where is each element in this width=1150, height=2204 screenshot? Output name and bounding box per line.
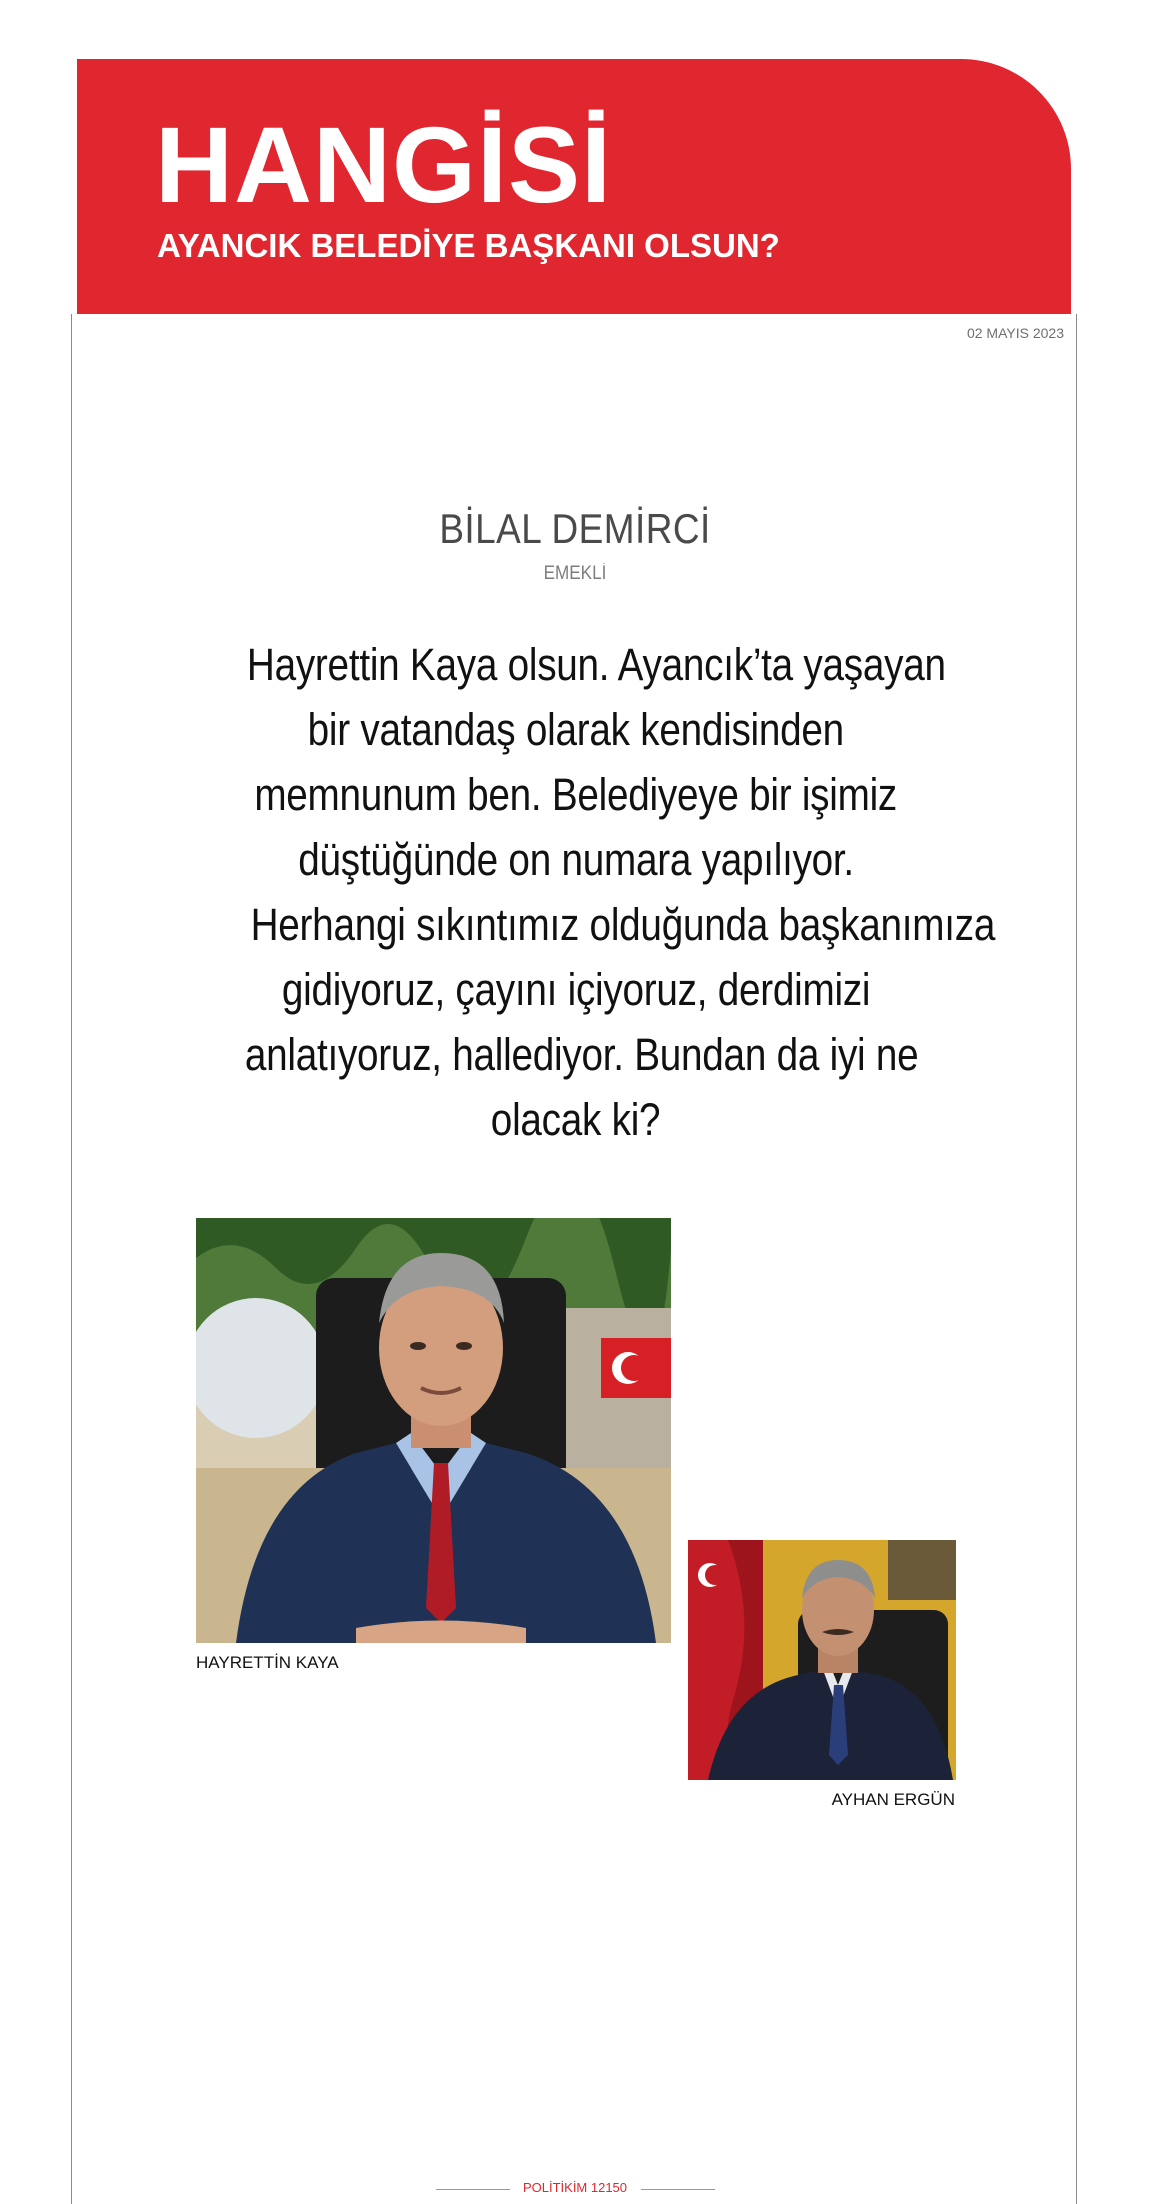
quote-line: memnunum ben. Belediyeye bir işimiz xyxy=(254,769,898,820)
quote-text xyxy=(190,632,996,1152)
footer-divider-right xyxy=(641,2189,715,2190)
banner-subtitle: AYANCIK BELEDİYE BAŞKANI OLSUN? xyxy=(157,227,780,264)
quote-line: bir vatandaş olarak kendisinden xyxy=(307,704,845,755)
quote-line: olacak ki? xyxy=(491,1094,661,1145)
candidate-caption: AYHAN ERGÜN xyxy=(831,1790,955,1809)
header-banner xyxy=(77,59,1071,314)
publication-date: 02 MAYIS 2023 xyxy=(966,325,1064,341)
candidate-caption: HAYRETTİN KAYA xyxy=(196,1653,339,1672)
quote-line: Herhangi sıkıntımız olduğunda başkanımıza xyxy=(250,899,996,950)
quote-line: gidiyoruz, çayını içiyoruz, derdimizi xyxy=(281,964,871,1015)
quote-line: anlatıyoruz, hallediyor. Bundan da iyi ne xyxy=(244,1029,919,1080)
interviewee-role: EMEKLİ xyxy=(543,563,607,584)
banner-title: HANGİSİ xyxy=(155,104,613,225)
quote-line: düştüğünde on numara yapılıyor. xyxy=(298,834,854,885)
quote-line: Hayrettin Kaya olsun. Ayancık’ta yaşayan xyxy=(246,639,946,690)
page-footer: POLİTİKİM 12150 xyxy=(522,2180,628,2195)
interviewee-name: BİLAL DEMİRCİ xyxy=(439,505,711,552)
candidate-photo-hayrettin-kaya xyxy=(196,1218,671,1643)
candidate-photo-ayhan-ergun xyxy=(688,1540,956,1780)
